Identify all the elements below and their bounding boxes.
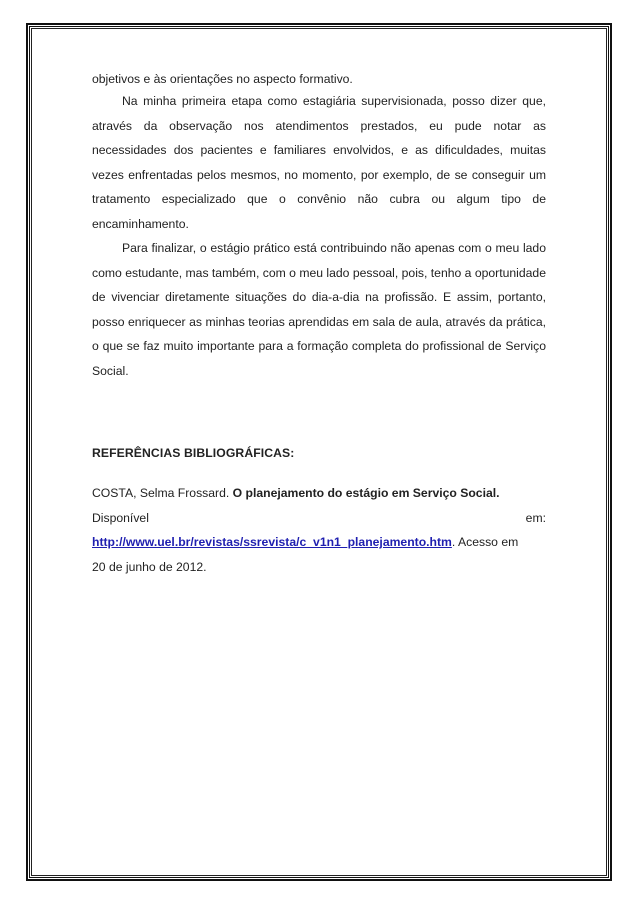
reference-entry — [92, 481, 546, 579]
document-body — [92, 73, 546, 579]
paragraph-conclusion: Para finalizar, o estágio prático está contribuindo não apenas com o meu lado como estudante, mas também, com o meu lado pessoal, pois, tenho a oportunidade de vivenciar diretamente situações do dia-a-dia na profissão. E assim, portanto, posso enriquecer as minhas teorias aprendidas em sala de aula, através da prática, o que se faz muito importante para a formação completa do profissional de Serviço Social. — [92, 241, 546, 378]
reference-available-label: Disponível — [92, 510, 149, 525]
reference-access-date: 20 de junho de 2012. — [92, 559, 207, 574]
reference-line-2 — [92, 506, 546, 531]
reference-author: COSTA, Selma Frossard. — [92, 486, 230, 500]
reference-line-1 — [92, 481, 546, 506]
reference-available-em: em: — [525, 510, 546, 525]
reference-url-link[interactable]: http://www.uel.br/revistas/ssrevista/c_v1n1_planejamento.htm — [92, 535, 452, 549]
reference-line-3 — [92, 530, 546, 555]
paragraph-internship: Na minha primeira etapa como estagiária supervisionada, posso dizer que, através da observação nos atendimentos prestados, eu pude notar as necessidades dos pacientes e familiares envolvidos, e as dificuldades, muitas vezes enfrentadas pelos mesmos, no momento, por exemplo, de se conseguir um tratamento especializado que o convênio não cubra ou algum tipo de encaminhamento. — [92, 94, 546, 231]
reference-access-suffix: . Acesso em — [451, 535, 519, 549]
paragraph-continuation: objetivos e às orientações no aspecto formativo. — [92, 72, 353, 86]
reference-title: O planejamento do estágio em Serviço Social. — [232, 486, 500, 500]
references-heading: REFERÊNCIAS BIBLIOGRÁFICAS: — [92, 446, 295, 460]
reference-line-4 — [92, 555, 546, 580]
